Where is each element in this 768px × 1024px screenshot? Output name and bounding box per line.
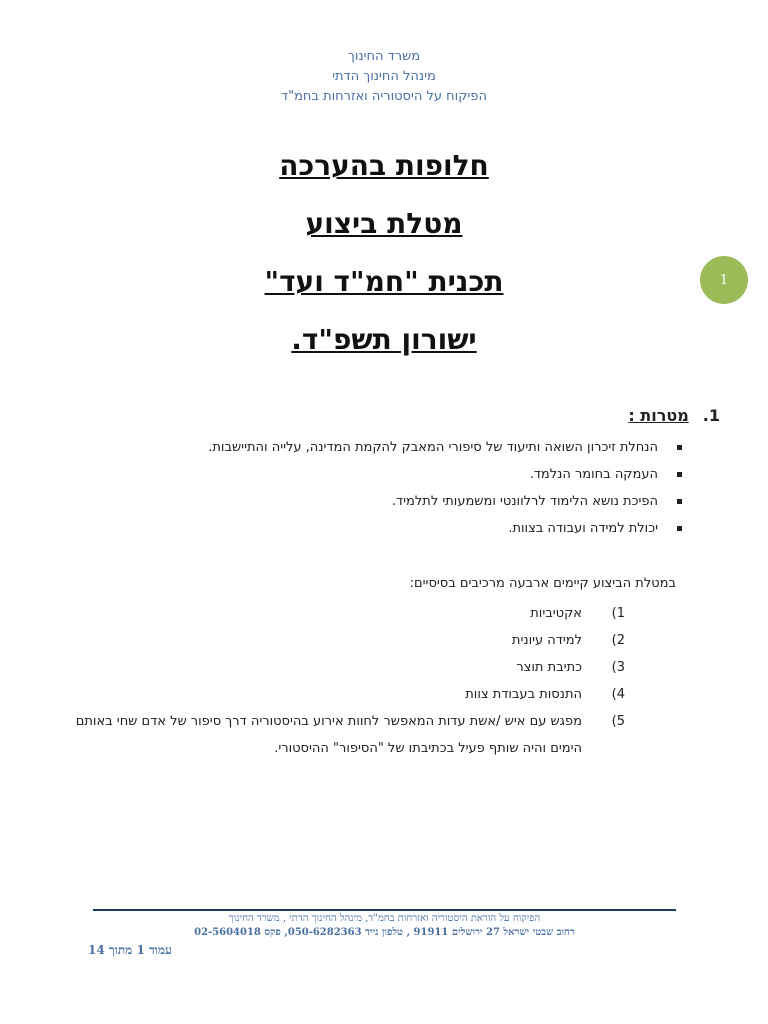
bullet-icon — [677, 499, 682, 504]
bullet-icon — [677, 445, 682, 450]
ministry-header — [0, 47, 768, 107]
components-list — [65, 600, 625, 762]
title-line-2: מטלת ביצוע — [305, 207, 463, 240]
list-item: 2) למידה עיונית — [511, 633, 625, 648]
footer-divider — [93, 909, 676, 911]
list-item: הפיכת נושא הלימוד לרלוונטי ומשמעותי לתלמיד. — [62, 488, 682, 515]
footer-line-1: הפיקוח על הוראת היסטוריה ואזרחות בחמ"ד, מינהל החינוך הדתי , משרד החינוך — [228, 913, 541, 924]
list-item: יכולת למידה ועבודה בצוות. — [62, 515, 682, 542]
title-line-1: חלופות בהערכה — [279, 149, 489, 182]
title-line-4: ישורון תשפ"ד. — [291, 323, 477, 356]
header-line-1: משרד החינוך — [347, 49, 421, 64]
header-line-2: מינהל החינוך הדתי — [332, 69, 436, 84]
list-item: 1) אקטיביות — [530, 606, 625, 621]
list-item: הנחלת זיכרון השואה ותיעוד של סיפורי המאבק להקמת המדינה, עלייה והתיישבות. — [62, 434, 682, 461]
bullet-icon — [677, 472, 682, 477]
list-item: העמקה בחומר הנלמד. — [62, 461, 682, 488]
title-line-3: תכנית "חמ"ד ועד" — [264, 265, 504, 298]
page-number-badge: 1 — [700, 256, 748, 304]
page-footer — [93, 912, 676, 940]
section-number: 1. — [702, 406, 720, 425]
section-heading — [628, 406, 720, 425]
list-item: 4) התנסות בעבודת צוות — [465, 687, 625, 702]
bullet-icon — [677, 526, 682, 531]
header-line-3: הפיקוח על היסטוריה ואזרחות בחמ"ד — [281, 89, 487, 104]
components-intro: במטלת הביצוע קיימים ארבעה מרכיבים בסיסיים: — [409, 576, 676, 591]
section-label: מטרות : — [628, 406, 689, 425]
page-counter: עמוד 1 מתוך 14 — [88, 943, 172, 957]
list-item: 3) כתיבת תוצר — [516, 660, 625, 675]
document-title — [0, 145, 768, 377]
footer-line-2: רחוב שבטי ישראל 27 ירושלים 91911 , טלפון נייד 050-6282363, פקס 02-5604018 — [194, 927, 575, 938]
list-item: 5) מפגש עם איש /אשת עדות המאפשר לחוות אירוע בהיסטוריה דרך סיפור של אדם שחי באותם הימים והיה שותף פעיל בכתיבתו של "הסיפור" ההיסטורי. — [75, 714, 625, 756]
goals-list — [62, 434, 682, 542]
